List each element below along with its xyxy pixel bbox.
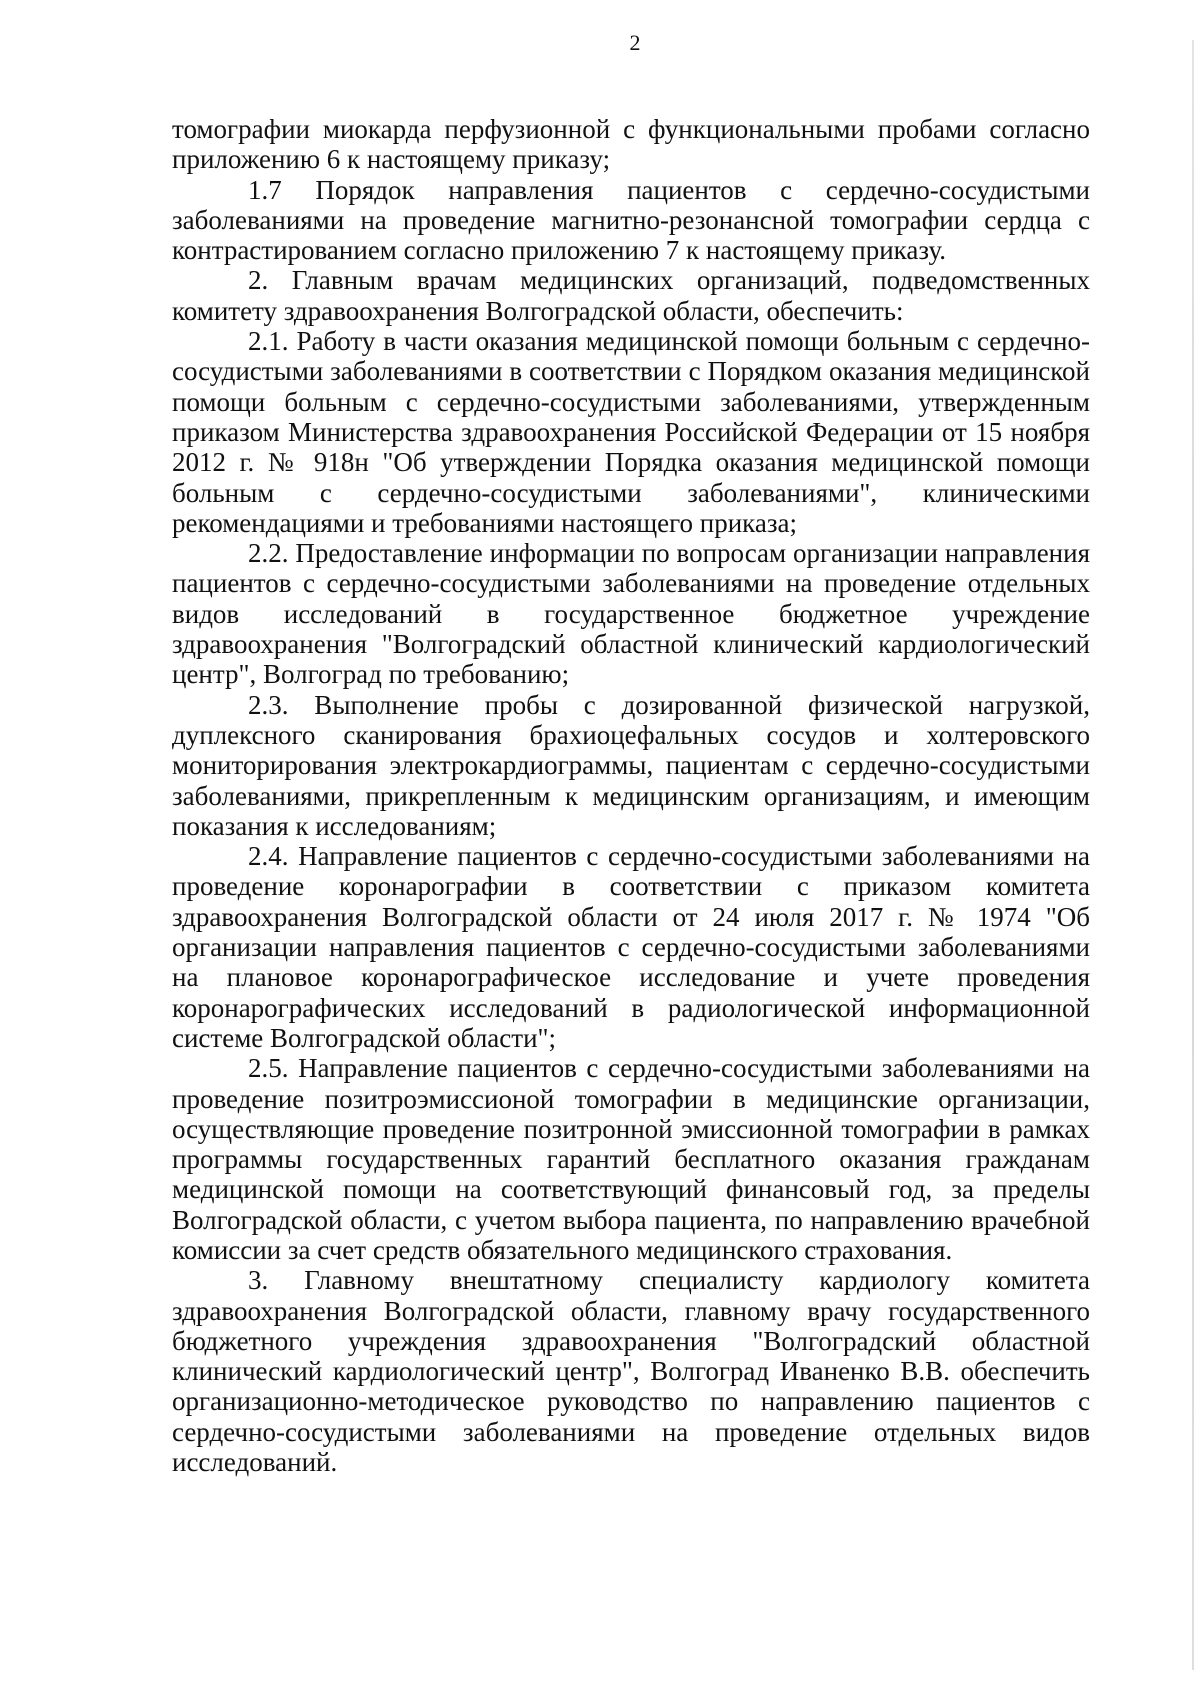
document-body [172, 114, 1090, 1477]
paragraph-2-3: 2.3. Выполнение пробы с дозированной физической нагрузкой, дуплексного сканирования брахиоцефальных сосудов и холтеровского мониторирования электрокардиограммы, пациентам с сердечно-сосудистыми заболеваниями, прикрепленным к медицинским организациям, и имеющим показания к исследованиям; [172, 689, 1090, 841]
page-number: 2 [629, 30, 641, 55]
paragraph-2-5: 2.5. Направление пациентов с сердечно-сосудистыми заболеваниями на проведение позитроэмиссионой томографии в медицинские организации, осуществляющие проведение позитронной эмиссионной томографии в рамках программы государственных гарантий бесплатного оказания гражданам медицинской помощи на соответствующий финансовый год, за пределы Волгоградской области, с учетом выбора пациента, по направлению врачебной комиссии за счет средств обязательного медицинского страхования. [172, 1053, 1090, 1265]
paragraph-2-4: 2.4. Направление пациентов с сердечно-сосудистыми заболеваниями на проведение коронарографии в соответствии с приказом комитета здравоохранения Волгоградской области от 24 июля 2017 г. № 1974 "Об организации направления пациентов с сердечно-сосудистыми заболеваниями на плановое коронарографическое исследование и учете проведения коронарографических исследований в радиологической информационной системе Волгоградской области"; [172, 841, 1090, 1053]
paragraph-2: 2. Главным врачам медицинских организаций, подведомственных комитету здравоохранения Волгоградской области, обеспечить: [172, 265, 1090, 326]
paragraph-3: 3. Главному внештатному специалисту кардиологу комитета здравоохранения Волгоградской области, главному врачу государственного бюджетного учреждения здравоохранения "Волгоградский областной клинический кардиологический центр", Волгоград Иваненко В.В. обеспечить организационно-методическое руководство по направлению пациентов с сердечно-сосудистыми заболеваниями на проведение отдельных видов исследований. [172, 1265, 1090, 1478]
paragraph-2-1: 2.1. Работу в части оказания медицинской помощи больным с сердечно-сосудистыми заболеваниями в соответствии с Порядком оказания медицинской помощи больным с сердечно-сосудистыми заболеваниями, утвержденным приказом Министерства здравоохранения Российской Федерации от 15 ноября 2012 г. № 918н "Об утверждении Порядка оказания медицинской помощи больным с сердечно-сосудистыми заболеваниями", клиническими рекомендациями и требованиями настоящего приказа; [172, 326, 1090, 538]
paragraph-2-2: 2.2. Предоставление информации по вопросам организации направления пациентов с сердечно-сосудистыми заболеваниями на проведение отдельных видов исследований в государственное бюджетное учреждение здравоохранения "Волгоградский областной клинический кардиологический центр", Волгоград по требованию; [172, 538, 1090, 690]
scan-edge-line [1192, 40, 1194, 1670]
paragraph-continuation: томографии миокарда перфузионной с функциональными пробами согласно приложению 6 к настоящему приказу; [172, 114, 1090, 175]
paragraph-1-7: 1.7 Порядок направления пациентов с сердечно-сосудистыми заболеваниями на проведение магнитно-резонансной томографии сердца с контрастированием согласно приложению 7 к настоящему приказу. [172, 174, 1090, 266]
